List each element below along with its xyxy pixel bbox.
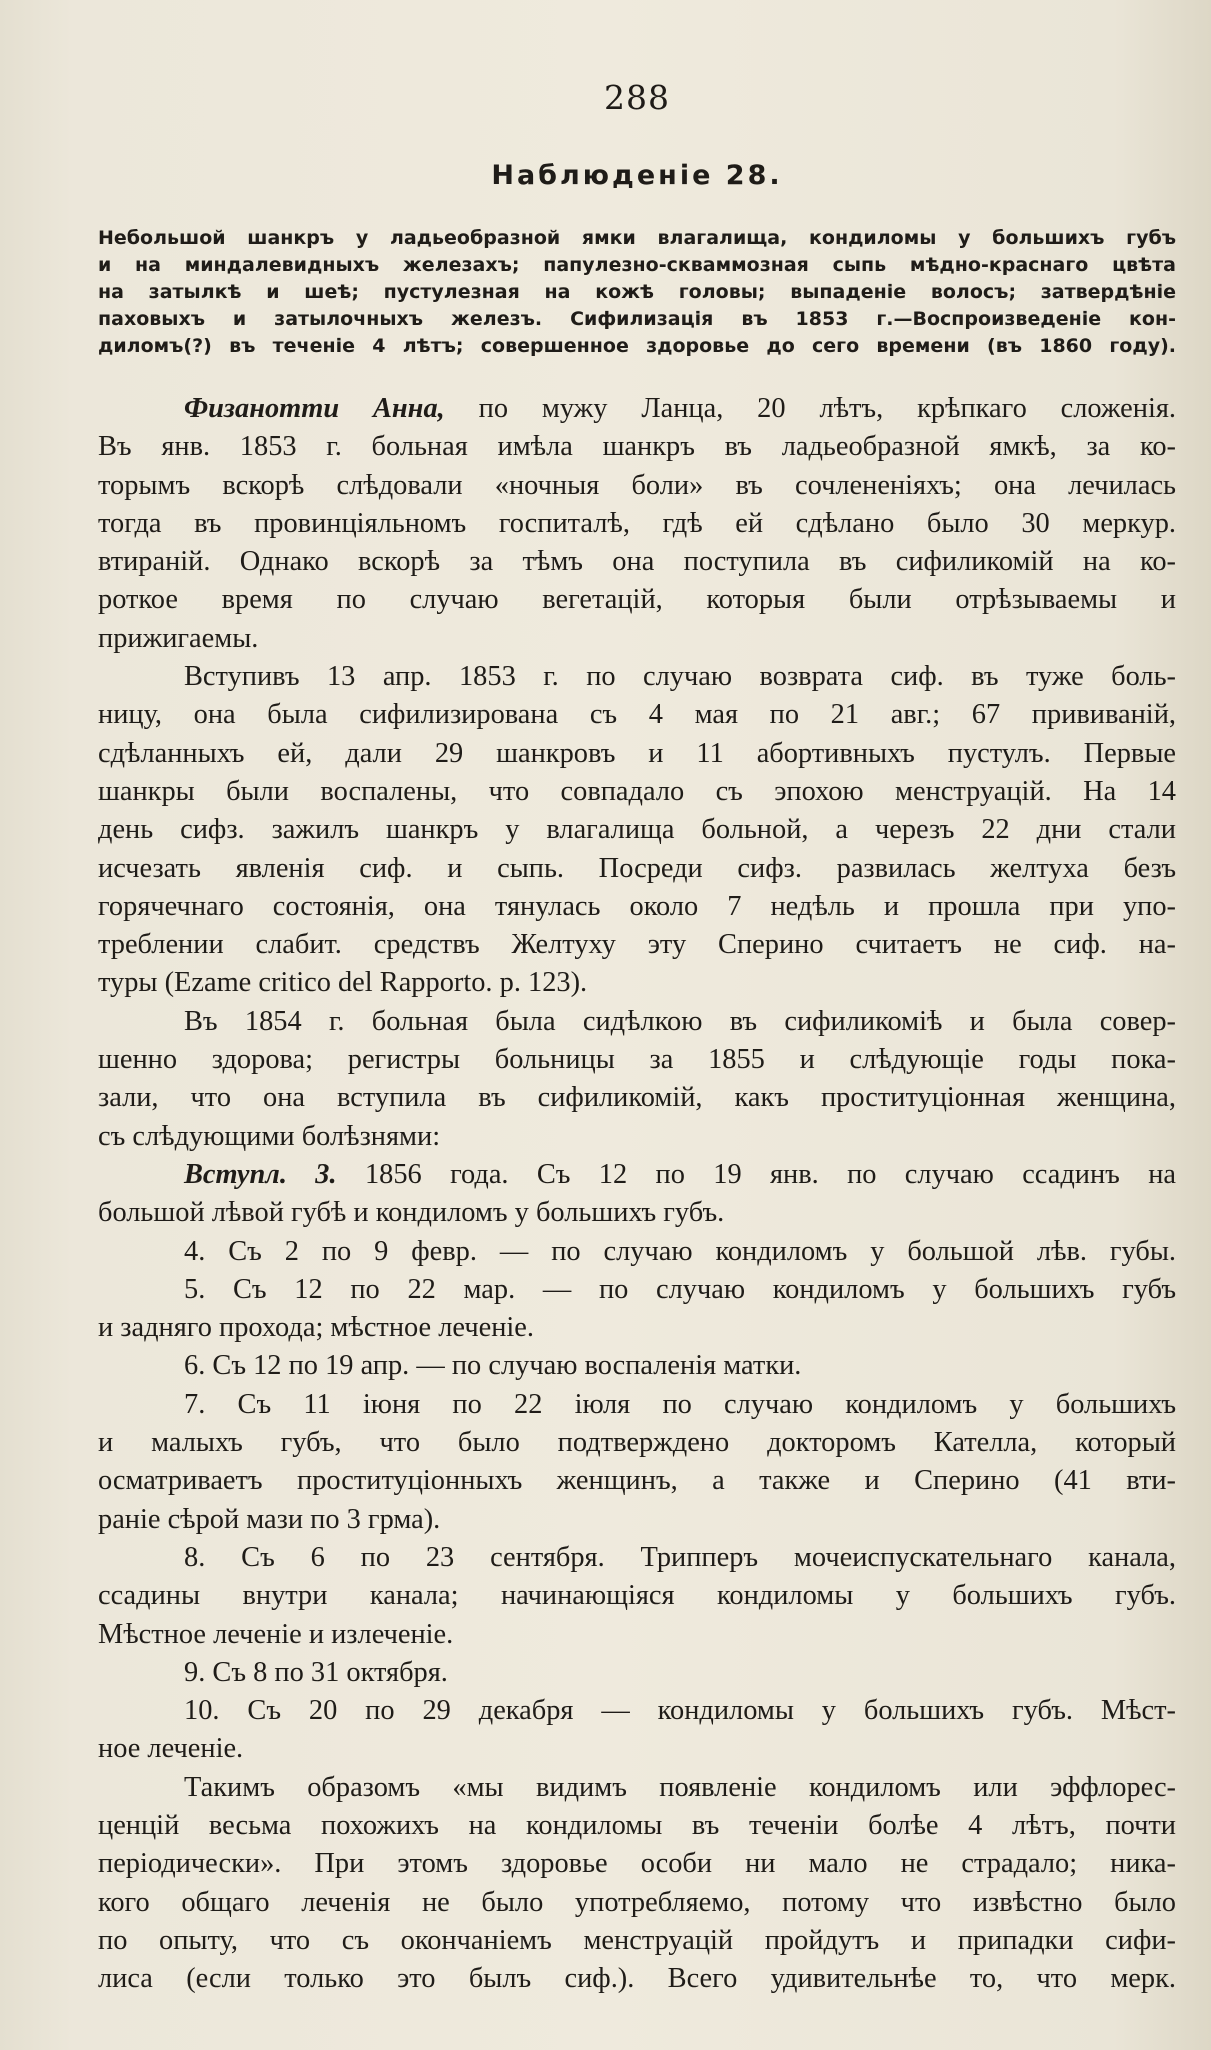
paragraph-line — [98, 1156, 1176, 1194]
entry-3 — [98, 1156, 1176, 1233]
summary-line: на затылкѣ и шеѣ; пустулезная на кожѣ головы; выпаденіе волосъ; затвердѣніе — [98, 281, 1176, 303]
paragraph-syphilization — [98, 658, 1176, 1003]
paragraph-line: 4. Съ 2 по 9 февр. — по случаю кондиломъ у большой лѣв. губы. — [184, 1235, 1176, 1267]
paragraph-case-history — [98, 390, 1176, 658]
paragraph-line: сдѣланныхъ ей, дали 29 шанкровъ и 11 абортивныхъ пустулъ. Первые — [98, 737, 1176, 769]
paragraph-line: ное леченіе. — [98, 1733, 244, 1765]
patient-name: Физанотти Анна, — [184, 393, 445, 424]
paragraph-conclusion — [98, 1769, 1176, 1999]
summary-line: Небольшой шанкръ у ладьеобразной ямки влагалища, кондиломы у большихъ губъ — [98, 227, 1176, 249]
paragraph-line: горячечнаго состоянія, она тянулась около 7 недѣль и прошла при упо- — [98, 890, 1176, 922]
paragraph-line: зали, что она вступила въ сифиликомій, какъ проституціонная женщина, — [98, 1082, 1176, 1114]
paragraph-line: 7. Съ 11 іюня по 22 іюля по случаю кондиломъ у большихъ — [184, 1388, 1176, 1420]
paragraph-line: 9. Съ 8 по 31 октября. — [184, 1656, 448, 1688]
paragraph-line: ницу, она была сифилизирована съ 4 мая по 21 авг.; 67 прививаній, — [98, 699, 1176, 731]
paragraph-line: осматриваетъ проституціонныхъ женщинъ, а также и Сперино (41 вти- — [98, 1465, 1176, 1497]
page-number: 288 — [604, 78, 670, 117]
summary-line: и на миндалевидныхъ железахъ; папулезно-скваммозная сыпь мѣдно-краснаго цвѣта — [98, 254, 1176, 276]
entry-4 — [98, 1233, 1176, 1271]
paragraph-line: большой лѣвой губѣ и кондиломъ у большихъ губъ. — [98, 1197, 725, 1229]
paragraph-line: исчезать явленія сиф. и сыпь. Посреди сифз. развилась желтуха безъ — [98, 852, 1176, 884]
body-text — [98, 390, 1176, 1998]
paragraph-line: шенно здорова; регистры больницы за 1855 и слѣдующіе годы пока- — [98, 1044, 1176, 1076]
entry-7 — [98, 1386, 1176, 1539]
paragraph-line: день сифз. зажилъ шанкръ у влагалища больной, а черезъ 22 дни стали — [98, 814, 1176, 846]
paragraph-line: ссадины внутри канала; начинающіяся кондиломы у большихъ губъ. — [98, 1580, 1176, 1612]
paragraph-line: Мѣстное леченіе и излеченіе. — [98, 1618, 454, 1650]
entry-5 — [98, 1271, 1176, 1348]
paragraph-line: Въ 1854 г. больная была сидѣлкою въ сифиликомiѣ и была совер- — [184, 1005, 1176, 1037]
paragraph-line: періодически». При этомъ здоровье особи ни мало не страдало; ника- — [98, 1848, 1176, 1880]
paragraph-line: роткое время по случаю вегетацій, которыя были отрѣзываемы и — [98, 584, 1176, 616]
line-text: по мужу Ланца, 20 лѣтъ, крѣпкаго сложенія. — [444, 393, 1176, 424]
paragraph-line: туры (Ezame critico del Rapporto. p. 123). — [98, 967, 588, 999]
entry-8 — [98, 1539, 1176, 1654]
paragraph-line: Такимъ образомъ «мы видимъ появленіе кондиломъ или эффлорес- — [184, 1771, 1176, 1803]
paragraph-line: треблении слабит. средствъ Желтуху эту Сперино считаетъ не сиф. на- — [98, 929, 1176, 961]
paragraph-line: тогда въ провинціяльномъ госпиталѣ, гдѣ ей сдѣлано было 30 меркур. — [98, 507, 1176, 539]
entry-10 — [98, 1692, 1176, 1769]
paragraph-line: торымъ вскорѣ слѣдовали «ночныя боли» въ сочлененіяхъ; она лечилась — [98, 469, 1176, 501]
paragraph-line: 8. Съ 6 по 23 сентября. Трипперъ мочеиспускательнаго канала, — [184, 1541, 1176, 1573]
paragraph-line: по опыту, что съ окончаніемъ менструацій пройдутъ и припадки сифи- — [98, 1924, 1176, 1956]
paragraph-line: шанкры были воспалены, что совпадало съ эпохою менструацій. На 14 — [98, 775, 1176, 807]
entry-label: Вступл. 3. — [184, 1158, 337, 1190]
entry-6 — [98, 1347, 1176, 1385]
summary-line: диломъ(?) въ теченіе 4 лѣтъ; совершенное здоровье до сего времени (въ 1860 году). — [98, 335, 1176, 357]
observation-title: Наблюденіе 28. — [491, 160, 783, 191]
entry-9 — [98, 1654, 1176, 1692]
paragraph-line: кого общаго леченія не было употребляемо, потому что извѣстно было — [98, 1886, 1176, 1918]
paragraph-line: Въ янв. 1853 г. больная имѣла шанкръ въ ладьеобразной ямкѣ, за ко- — [98, 431, 1176, 463]
paragraph-line: ценцій весьма похожихъ на кондиломы въ теченіи болѣе 4 лѣтъ, почти — [98, 1809, 1176, 1841]
paragraph-line: втираній. Однако вскорѣ за тѣмъ она поступила въ сифиликомій на ко- — [98, 546, 1176, 578]
observation-summary — [98, 225, 1176, 360]
paragraph-line: и задняго прохода; мѣстное леченіе. — [98, 1312, 534, 1344]
paragraph-line: съ слѣдующими болѣзнями: — [98, 1120, 441, 1152]
paragraph-line: раніе сѣрой мази по 3 грма). — [98, 1503, 441, 1535]
paragraph-line: лиса (если только это былъ сиф.). Всего удивительнѣе то, что мерк. — [98, 1963, 1176, 1995]
paragraph-line — [98, 390, 1176, 428]
summary-line: паховыхъ и затылочныхъ железъ. Сифилизація въ 1853 г.—Воспроизведеніе кон- — [98, 308, 1176, 330]
paragraph-line: 5. Съ 12 по 22 мар. — по случаю кондиломъ у большихъ губъ — [184, 1273, 1176, 1305]
paragraph-line: прижигаемы. — [98, 622, 259, 654]
paragraph-line: и малыхъ губъ, что было подтверждено докторомъ Кателла, который — [98, 1427, 1176, 1459]
paragraph-1854 — [98, 1003, 1176, 1156]
line-text: 1856 года. Съ 12 по 19 янв. по случаю ссадинъ на — [336, 1158, 1176, 1190]
paragraph-line: 6. Съ 12 по 19 апр. — по случаю воспаленія матки. — [184, 1350, 802, 1382]
paragraph-line: Вступивъ 13 апр. 1853 г. по случаю возврата сиф. въ туже боль- — [184, 661, 1176, 693]
paragraph-line: 10. Съ 20 по 29 декабря — кондиломы у большихъ губъ. Мѣст- — [184, 1695, 1176, 1727]
